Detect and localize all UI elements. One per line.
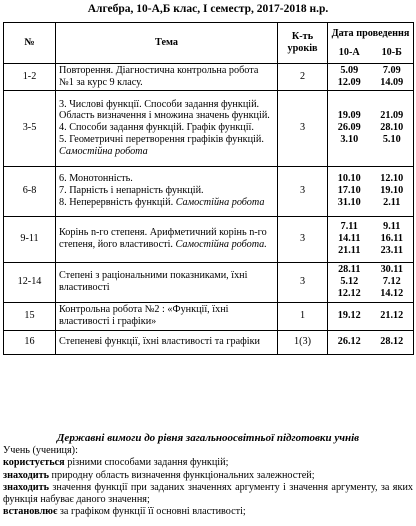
row-hours: 1 bbox=[278, 302, 328, 330]
table-row bbox=[4, 302, 414, 330]
table-row bbox=[4, 216, 414, 262]
date-value: 28.12 bbox=[380, 336, 404, 348]
date-value: 3.10 bbox=[340, 133, 359, 145]
table-body bbox=[4, 64, 414, 355]
header-dates-10b: 10-Б bbox=[371, 43, 414, 64]
header-dates: Дата проведення bbox=[328, 23, 414, 44]
requirement-item bbox=[3, 482, 413, 506]
requirements-intro: Учень (учениця): bbox=[3, 445, 78, 457]
header-hours: К-ть уроків bbox=[278, 23, 328, 64]
date-value: 14.11 bbox=[338, 233, 361, 245]
row-topic bbox=[56, 262, 278, 302]
topic-line: Повторення. Діагностична контрольна робота №1 за курс 9 класу. bbox=[59, 65, 259, 88]
table-row bbox=[4, 262, 414, 302]
date-value: 7.09 bbox=[382, 65, 401, 76]
date-value: 5.10 bbox=[382, 133, 401, 145]
row-dates-10a bbox=[328, 262, 371, 302]
row-dates-10a bbox=[328, 330, 371, 354]
row-dates-10b bbox=[371, 302, 414, 330]
self-work-label: Самостійна робота. bbox=[175, 239, 267, 251]
requirement-verb: встановлює bbox=[3, 506, 58, 518]
row-topic bbox=[56, 302, 278, 330]
requirement-verb: користується bbox=[3, 457, 65, 469]
requirement-verb: знаходить bbox=[3, 481, 49, 493]
date-value: 21.09 bbox=[380, 110, 404, 122]
row-dates-10a bbox=[328, 216, 371, 262]
topic-line: 5. Геометричні перетворення графіків функцій. bbox=[59, 133, 264, 145]
date-value: 19.09 bbox=[337, 110, 361, 122]
header-number: № bbox=[4, 23, 56, 64]
date-value: 7.11 bbox=[340, 221, 358, 233]
row-number: 9-11 bbox=[4, 216, 56, 262]
requirement-text: різними способами задання функцій; bbox=[64, 457, 229, 469]
row-number: 1-2 bbox=[4, 64, 56, 91]
row-topic bbox=[56, 90, 278, 166]
requirements-section bbox=[3, 432, 413, 518]
date-value: 5.09 bbox=[340, 65, 359, 76]
row-hours: 2 bbox=[278, 64, 328, 91]
requirement-text: за графіком функції її основні властивості; bbox=[57, 506, 246, 518]
row-hours: 3 bbox=[278, 166, 328, 216]
header-topic: Тема bbox=[56, 23, 278, 64]
requirements-title: Державні вимоги до рівня загальноосвітньої підготовки учнів bbox=[56, 432, 360, 444]
page-title: Алгебра, 10-А,Б клас, І семестр, 2017-2018 н.р. bbox=[87, 3, 329, 15]
date-value: 10.10 bbox=[337, 173, 361, 185]
date-value: 26.12 bbox=[337, 336, 361, 348]
date-value: 23.11 bbox=[380, 244, 403, 256]
row-topic bbox=[56, 330, 278, 354]
date-value: 12.12 bbox=[337, 287, 361, 299]
date-value: 9.11 bbox=[383, 221, 401, 233]
date-value: 28.10 bbox=[380, 122, 404, 134]
date-value: 17.10 bbox=[337, 185, 361, 197]
row-number: 15 bbox=[4, 302, 56, 330]
date-value: 16.11 bbox=[380, 233, 403, 245]
row-dates-10a bbox=[328, 302, 371, 330]
row-dates-10b bbox=[371, 330, 414, 354]
date-value: 14.12 bbox=[380, 287, 404, 299]
row-number: 3-5 bbox=[4, 90, 56, 166]
date-value: 5.12 bbox=[340, 276, 359, 288]
topic-line: Корінь n-го степеня. Арифметичний корінь n-го степеня, його властивості. bbox=[59, 227, 267, 251]
topic-line: 4. Способи задання функцій. Графік функції. bbox=[59, 122, 254, 134]
requirement-text: природну область визначення функціональних залежностей; bbox=[48, 469, 315, 481]
requirement-item bbox=[3, 506, 413, 518]
table-row bbox=[4, 90, 414, 166]
row-number: 16 bbox=[4, 330, 56, 354]
date-value: 21.11 bbox=[338, 244, 361, 256]
date-value: 21.12 bbox=[380, 310, 404, 322]
topic-line: 8. Неперервність функцій. bbox=[59, 196, 174, 208]
row-dates-10a bbox=[328, 166, 371, 216]
self-work-label: Самостійна робота bbox=[59, 145, 148, 157]
row-dates-10b bbox=[371, 90, 414, 166]
requirement-item bbox=[3, 457, 413, 469]
topic-line: 7. Парність і непарність функцій. bbox=[59, 185, 204, 197]
table-row bbox=[4, 166, 414, 216]
date-value: 2.11 bbox=[383, 196, 401, 208]
topic-line: Контрольна робота №2 : «Функції, їхні властивості і графіки» bbox=[59, 304, 229, 328]
row-topic bbox=[56, 64, 278, 91]
row-hours: 3 bbox=[278, 216, 328, 262]
date-value: 30.11 bbox=[380, 264, 403, 276]
table-row bbox=[4, 64, 414, 91]
date-value: 14.09 bbox=[380, 76, 404, 88]
row-number: 12-14 bbox=[4, 262, 56, 302]
row-dates-10a bbox=[328, 90, 371, 166]
date-value: 12.10 bbox=[380, 173, 404, 185]
topic-line: Степеневі функції, їхні властивості та графіки bbox=[59, 336, 260, 348]
row-hours: 1(3) bbox=[278, 330, 328, 354]
requirement-item bbox=[3, 470, 413, 482]
date-value: 7.12 bbox=[382, 276, 401, 288]
self-work-label: Самостійна робота bbox=[175, 196, 265, 208]
date-value: 31.10 bbox=[337, 196, 361, 208]
date-value: 28.11 bbox=[338, 264, 361, 276]
row-dates-10a bbox=[328, 64, 371, 91]
topic-line: 3. Числові функції. Способи задання функцій. Область визначення і множина значень функцій. bbox=[59, 98, 270, 122]
row-dates-10b bbox=[371, 166, 414, 216]
requirements-list bbox=[3, 457, 413, 518]
requirement-verb: знаходить bbox=[3, 469, 49, 481]
row-dates-10b bbox=[371, 262, 414, 302]
date-value: 12.09 bbox=[337, 76, 361, 88]
row-hours: 3 bbox=[278, 90, 328, 166]
row-hours: 3 bbox=[278, 262, 328, 302]
date-value: 26.09 bbox=[337, 122, 361, 134]
header-dates-10a: 10-А bbox=[328, 43, 371, 64]
table-row bbox=[4, 330, 414, 354]
row-dates-10b bbox=[371, 216, 414, 262]
row-number: 6-8 bbox=[4, 166, 56, 216]
date-value: 19.10 bbox=[380, 185, 404, 197]
row-topic bbox=[56, 166, 278, 216]
topic-line: 6. Монотонність. bbox=[59, 173, 133, 185]
row-dates-10b bbox=[371, 64, 414, 91]
row-topic bbox=[56, 216, 278, 262]
date-value: 19.12 bbox=[337, 310, 361, 322]
topic-line: Степені з раціональними показниками, їхні властивості bbox=[59, 270, 248, 294]
requirement-text: значення функції при заданих значеннях аргументу і значення аргументу, за яких функція набуває даного значення; bbox=[3, 481, 413, 506]
lesson-plan-table bbox=[3, 22, 414, 355]
